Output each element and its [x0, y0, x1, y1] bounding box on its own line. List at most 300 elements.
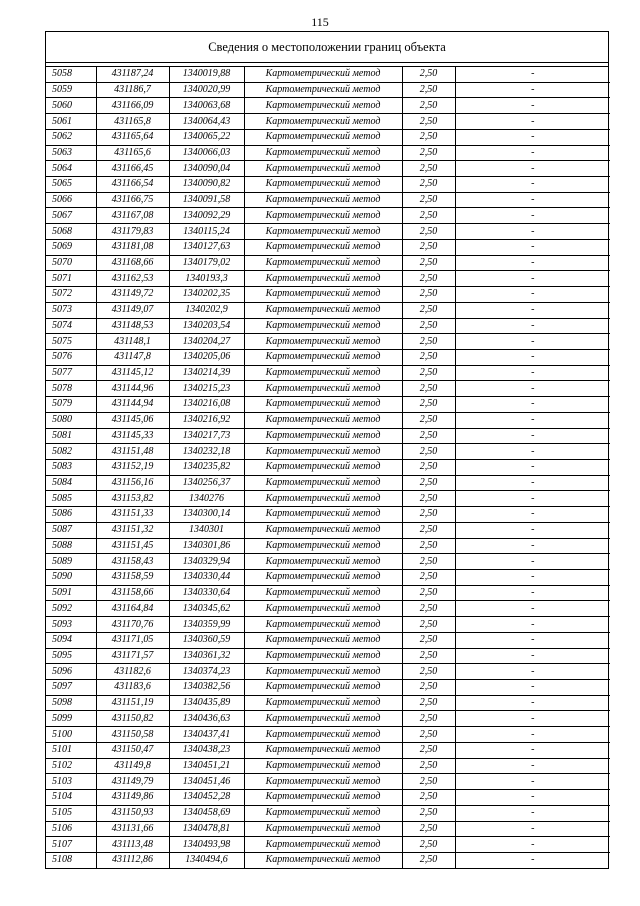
method-cell: Картометрический метод	[244, 412, 402, 428]
x-coordinate-cell: 431131,66	[96, 821, 169, 837]
y-coordinate-cell: 1340452,28	[169, 790, 244, 806]
method-cell: Картометрический метод	[244, 397, 402, 413]
table-row	[46, 67, 610, 82]
description-cell: -	[455, 271, 610, 287]
y-coordinate-cell: 1340493,98	[169, 837, 244, 853]
method-cell: Картометрический метод	[244, 224, 402, 240]
description-cell: -	[455, 365, 610, 381]
point-number-cell: 5084	[46, 475, 96, 491]
precision-cell: 2,50	[402, 648, 455, 664]
method-cell: Картометрический метод	[244, 459, 402, 475]
y-coordinate-cell: 1340435,89	[169, 695, 244, 711]
precision-cell: 2,50	[402, 145, 455, 161]
y-coordinate-cell: 1340451,46	[169, 774, 244, 790]
y-coordinate-cell: 1340330,44	[169, 570, 244, 586]
x-coordinate-cell: 431148,53	[96, 318, 169, 334]
y-coordinate-cell: 1340359,99	[169, 617, 244, 633]
y-coordinate-cell: 1340216,92	[169, 412, 244, 428]
precision-cell: 2,50	[402, 852, 455, 867]
precision-cell: 2,50	[402, 161, 455, 177]
y-coordinate-cell: 1340204,27	[169, 334, 244, 350]
x-coordinate-cell: 431113,48	[96, 837, 169, 853]
method-cell: Картометрический метод	[244, 805, 402, 821]
table-row	[46, 98, 610, 114]
point-number-cell: 5071	[46, 271, 96, 287]
description-cell: -	[455, 114, 610, 130]
description-cell: -	[455, 585, 610, 601]
y-coordinate-cell: 1340437,41	[169, 727, 244, 743]
table-row	[46, 648, 610, 664]
method-cell: Картометрический метод	[244, 491, 402, 507]
point-number-cell: 5081	[46, 428, 96, 444]
description-cell: -	[455, 790, 610, 806]
method-cell: Картометрический метод	[244, 695, 402, 711]
precision-cell: 2,50	[402, 129, 455, 145]
x-coordinate-cell: 431165,6	[96, 145, 169, 161]
description-cell: -	[455, 711, 610, 727]
description-cell: -	[455, 554, 610, 570]
y-coordinate-cell: 1340478,81	[169, 821, 244, 837]
x-coordinate-cell: 431158,66	[96, 585, 169, 601]
precision-cell: 2,50	[402, 192, 455, 208]
y-coordinate-cell: 1340360,59	[169, 632, 244, 648]
description-cell: -	[455, 428, 610, 444]
method-cell: Картометрический метод	[244, 758, 402, 774]
point-number-cell: 5099	[46, 711, 96, 727]
precision-cell: 2,50	[402, 302, 455, 318]
x-coordinate-cell: 431150,58	[96, 727, 169, 743]
precision-cell: 2,50	[402, 271, 455, 287]
point-number-cell: 5068	[46, 224, 96, 240]
point-number-cell: 5073	[46, 302, 96, 318]
precision-cell: 2,50	[402, 664, 455, 680]
y-coordinate-cell: 1340300,14	[169, 507, 244, 523]
description-cell: -	[455, 349, 610, 365]
x-coordinate-cell: 431158,43	[96, 554, 169, 570]
method-cell: Картометрический метод	[244, 365, 402, 381]
table-row	[46, 522, 610, 538]
table-row	[46, 381, 610, 397]
precision-cell: 2,50	[402, 255, 455, 271]
y-coordinate-cell: 1340063,68	[169, 98, 244, 114]
precision-cell: 2,50	[402, 491, 455, 507]
description-cell: -	[455, 617, 610, 633]
table-row	[46, 82, 610, 98]
coordinates-table	[46, 67, 610, 868]
y-coordinate-cell: 1340066,03	[169, 145, 244, 161]
x-coordinate-cell: 431145,33	[96, 428, 169, 444]
table-row	[46, 695, 610, 711]
x-coordinate-cell: 431147,8	[96, 349, 169, 365]
method-cell: Картометрический метод	[244, 67, 402, 82]
table-row	[46, 114, 610, 130]
table-row	[46, 318, 610, 334]
description-cell: -	[455, 161, 610, 177]
table-row	[46, 349, 610, 365]
method-cell: Картометрический метод	[244, 680, 402, 696]
precision-cell: 2,50	[402, 821, 455, 837]
y-coordinate-cell: 1340216,08	[169, 397, 244, 413]
y-coordinate-cell: 1340205,06	[169, 349, 244, 365]
point-number-cell: 5061	[46, 114, 96, 130]
y-coordinate-cell: 1340232,18	[169, 444, 244, 460]
precision-cell: 2,50	[402, 538, 455, 554]
table-row	[46, 428, 610, 444]
precision-cell: 2,50	[402, 365, 455, 381]
precision-cell: 2,50	[402, 632, 455, 648]
x-coordinate-cell: 431144,96	[96, 381, 169, 397]
table-row	[46, 821, 610, 837]
y-coordinate-cell: 1340458,69	[169, 805, 244, 821]
point-number-cell: 5097	[46, 680, 96, 696]
description-cell: -	[455, 224, 610, 240]
table-row	[46, 491, 610, 507]
point-number-cell: 5108	[46, 852, 96, 867]
table-row	[46, 255, 610, 271]
method-cell: Картометрический метод	[244, 507, 402, 523]
table-row	[46, 129, 610, 145]
x-coordinate-cell: 431171,05	[96, 632, 169, 648]
table-row	[46, 742, 610, 758]
method-cell: Картометрический метод	[244, 255, 402, 271]
description-cell: -	[455, 98, 610, 114]
table-row	[46, 727, 610, 743]
x-coordinate-cell: 431166,45	[96, 161, 169, 177]
point-number-cell: 5104	[46, 790, 96, 806]
point-number-cell: 5067	[46, 208, 96, 224]
point-number-cell: 5064	[46, 161, 96, 177]
table-row	[46, 271, 610, 287]
precision-cell: 2,50	[402, 208, 455, 224]
x-coordinate-cell: 431149,79	[96, 774, 169, 790]
description-cell: -	[455, 129, 610, 145]
method-cell: Картометрический метод	[244, 522, 402, 538]
y-coordinate-cell: 1340202,35	[169, 287, 244, 303]
x-coordinate-cell: 431186,7	[96, 82, 169, 98]
x-coordinate-cell: 431165,64	[96, 129, 169, 145]
y-coordinate-cell: 1340090,82	[169, 177, 244, 193]
table-row	[46, 239, 610, 255]
method-cell: Картометрический метод	[244, 114, 402, 130]
precision-cell: 2,50	[402, 349, 455, 365]
table-row	[46, 617, 610, 633]
x-coordinate-cell: 431149,72	[96, 287, 169, 303]
table-row	[46, 507, 610, 523]
precision-cell: 2,50	[402, 805, 455, 821]
x-coordinate-cell: 431151,19	[96, 695, 169, 711]
point-number-cell: 5069	[46, 239, 96, 255]
precision-cell: 2,50	[402, 397, 455, 413]
method-cell: Картометрический метод	[244, 208, 402, 224]
precision-cell: 2,50	[402, 177, 455, 193]
precision-cell: 2,50	[402, 570, 455, 586]
description-cell: -	[455, 601, 610, 617]
method-cell: Картометрический метод	[244, 349, 402, 365]
x-coordinate-cell: 431150,47	[96, 742, 169, 758]
method-cell: Картометрический метод	[244, 617, 402, 633]
y-coordinate-cell: 1340301,86	[169, 538, 244, 554]
point-number-cell: 5079	[46, 397, 96, 413]
x-coordinate-cell: 431166,75	[96, 192, 169, 208]
method-cell: Картометрический метод	[244, 239, 402, 255]
x-coordinate-cell: 431182,6	[96, 664, 169, 680]
description-cell: -	[455, 821, 610, 837]
point-number-cell: 5072	[46, 287, 96, 303]
y-coordinate-cell: 1340020,99	[169, 82, 244, 98]
point-number-cell: 5102	[46, 758, 96, 774]
x-coordinate-cell: 431145,06	[96, 412, 169, 428]
table-row	[46, 664, 610, 680]
point-number-cell: 5065	[46, 177, 96, 193]
description-cell: -	[455, 695, 610, 711]
description-cell: -	[455, 318, 610, 334]
method-cell: Картометрический метод	[244, 664, 402, 680]
description-cell: -	[455, 444, 610, 460]
x-coordinate-cell: 431153,82	[96, 491, 169, 507]
x-coordinate-cell: 431149,8	[96, 758, 169, 774]
x-coordinate-cell: 431170,76	[96, 617, 169, 633]
x-coordinate-cell: 431179,83	[96, 224, 169, 240]
point-number-cell: 5087	[46, 522, 96, 538]
point-number-cell: 5093	[46, 617, 96, 633]
precision-cell: 2,50	[402, 758, 455, 774]
precision-cell: 2,50	[402, 727, 455, 743]
method-cell: Картометрический метод	[244, 318, 402, 334]
x-coordinate-cell: 431166,09	[96, 98, 169, 114]
description-cell: -	[455, 680, 610, 696]
y-coordinate-cell: 1340092,29	[169, 208, 244, 224]
y-coordinate-cell: 1340436,63	[169, 711, 244, 727]
point-number-cell: 5105	[46, 805, 96, 821]
x-coordinate-cell: 431145,12	[96, 365, 169, 381]
method-cell: Картометрический метод	[244, 538, 402, 554]
method-cell: Картометрический метод	[244, 821, 402, 837]
x-coordinate-cell: 431149,07	[96, 302, 169, 318]
description-cell: -	[455, 522, 610, 538]
point-number-cell: 5090	[46, 570, 96, 586]
precision-cell: 2,50	[402, 98, 455, 114]
description-cell: -	[455, 192, 610, 208]
table-row	[46, 837, 610, 853]
description-cell: -	[455, 774, 610, 790]
precision-cell: 2,50	[402, 475, 455, 491]
method-cell: Картометрический метод	[244, 475, 402, 491]
method-cell: Картометрический метод	[244, 711, 402, 727]
method-cell: Картометрический метод	[244, 648, 402, 664]
point-number-cell: 5085	[46, 491, 96, 507]
table-row	[46, 774, 610, 790]
table-row	[46, 444, 610, 460]
point-number-cell: 5089	[46, 554, 96, 570]
method-cell: Картометрический метод	[244, 570, 402, 586]
x-coordinate-cell: 431166,54	[96, 177, 169, 193]
precision-cell: 2,50	[402, 742, 455, 758]
table-row	[46, 790, 610, 806]
table-row	[46, 538, 610, 554]
table-row	[46, 177, 610, 193]
x-coordinate-cell: 431112,86	[96, 852, 169, 867]
description-cell: -	[455, 255, 610, 271]
precision-cell: 2,50	[402, 774, 455, 790]
x-coordinate-cell: 431181,08	[96, 239, 169, 255]
precision-cell: 2,50	[402, 554, 455, 570]
method-cell: Картометрический метод	[244, 381, 402, 397]
description-cell: -	[455, 287, 610, 303]
table-row	[46, 145, 610, 161]
precision-cell: 2,50	[402, 711, 455, 727]
description-cell: -	[455, 397, 610, 413]
precision-cell: 2,50	[402, 695, 455, 711]
point-number-cell: 5101	[46, 742, 96, 758]
x-coordinate-cell: 431156,16	[96, 475, 169, 491]
description-cell: -	[455, 805, 610, 821]
table-row	[46, 711, 610, 727]
description-cell: -	[455, 302, 610, 318]
description-cell: -	[455, 837, 610, 853]
y-coordinate-cell: 1340179,02	[169, 255, 244, 271]
precision-cell: 2,50	[402, 601, 455, 617]
precision-cell: 2,50	[402, 837, 455, 853]
x-coordinate-cell: 431151,33	[96, 507, 169, 523]
method-cell: Картометрический метод	[244, 774, 402, 790]
point-number-cell: 5091	[46, 585, 96, 601]
description-cell: -	[455, 491, 610, 507]
method-cell: Картометрический метод	[244, 428, 402, 444]
precision-cell: 2,50	[402, 318, 455, 334]
y-coordinate-cell: 1340193,3	[169, 271, 244, 287]
y-coordinate-cell: 1340090,04	[169, 161, 244, 177]
table-row	[46, 475, 610, 491]
description-cell: -	[455, 648, 610, 664]
precision-cell: 2,50	[402, 444, 455, 460]
point-number-cell: 5086	[46, 507, 96, 523]
y-coordinate-cell: 1340329,94	[169, 554, 244, 570]
point-number-cell: 5088	[46, 538, 96, 554]
x-coordinate-cell: 431148,1	[96, 334, 169, 350]
precision-cell: 2,50	[402, 507, 455, 523]
table-row	[46, 208, 610, 224]
table-row	[46, 852, 610, 867]
coordinates-table-body	[46, 67, 610, 868]
y-coordinate-cell: 1340064,43	[169, 114, 244, 130]
y-coordinate-cell: 1340215,23	[169, 381, 244, 397]
table-row	[46, 758, 610, 774]
method-cell: Картометрический метод	[244, 161, 402, 177]
y-coordinate-cell: 1340438,23	[169, 742, 244, 758]
description-cell: -	[455, 412, 610, 428]
x-coordinate-cell: 431165,8	[96, 114, 169, 130]
precision-cell: 2,50	[402, 239, 455, 255]
precision-cell: 2,50	[402, 334, 455, 350]
y-coordinate-cell: 1340217,73	[169, 428, 244, 444]
y-coordinate-cell: 1340091,58	[169, 192, 244, 208]
y-coordinate-cell: 1340345,62	[169, 601, 244, 617]
x-coordinate-cell: 431150,93	[96, 805, 169, 821]
table-title: Сведения о местоположении границ объекта	[46, 32, 608, 63]
table-row	[46, 680, 610, 696]
point-number-cell: 5076	[46, 349, 96, 365]
description-cell: -	[455, 727, 610, 743]
x-coordinate-cell: 431168,66	[96, 255, 169, 271]
point-number-cell: 5078	[46, 381, 96, 397]
table-row	[46, 412, 610, 428]
x-coordinate-cell: 431151,48	[96, 444, 169, 460]
x-coordinate-cell: 431167,08	[96, 208, 169, 224]
description-cell: -	[455, 475, 610, 491]
table-row	[46, 632, 610, 648]
x-coordinate-cell: 431149,86	[96, 790, 169, 806]
point-number-cell: 5060	[46, 98, 96, 114]
description-cell: -	[455, 208, 610, 224]
x-coordinate-cell: 431187,24	[96, 67, 169, 82]
point-number-cell: 5074	[46, 318, 96, 334]
precision-cell: 2,50	[402, 224, 455, 240]
method-cell: Картометрический метод	[244, 727, 402, 743]
x-coordinate-cell: 431150,82	[96, 711, 169, 727]
page-number: 115	[311, 15, 329, 29]
y-coordinate-cell: 1340494,6	[169, 852, 244, 867]
description-cell: -	[455, 82, 610, 98]
x-coordinate-cell: 431151,32	[96, 522, 169, 538]
table-row	[46, 805, 610, 821]
x-coordinate-cell: 431151,45	[96, 538, 169, 554]
point-number-cell: 5066	[46, 192, 96, 208]
precision-cell: 2,50	[402, 459, 455, 475]
method-cell: Картометрический метод	[244, 632, 402, 648]
y-coordinate-cell: 1340235,82	[169, 459, 244, 475]
description-cell: -	[455, 459, 610, 475]
table-row	[46, 601, 610, 617]
y-coordinate-cell: 1340374,23	[169, 664, 244, 680]
y-coordinate-cell: 1340203,54	[169, 318, 244, 334]
precision-cell: 2,50	[402, 680, 455, 696]
table-row	[46, 334, 610, 350]
precision-cell: 2,50	[402, 428, 455, 444]
x-coordinate-cell: 431171,57	[96, 648, 169, 664]
description-cell: -	[455, 664, 610, 680]
precision-cell: 2,50	[402, 82, 455, 98]
point-number-cell: 5092	[46, 601, 96, 617]
y-coordinate-cell: 1340019,88	[169, 67, 244, 82]
method-cell: Картометрический метод	[244, 302, 402, 318]
method-cell: Картометрический метод	[244, 98, 402, 114]
x-coordinate-cell: 431162,53	[96, 271, 169, 287]
precision-cell: 2,50	[402, 114, 455, 130]
table-row	[46, 224, 610, 240]
y-coordinate-cell: 1340301	[169, 522, 244, 538]
point-number-cell: 5062	[46, 129, 96, 145]
table-row	[46, 161, 610, 177]
description-cell: -	[455, 570, 610, 586]
boundary-table-sheet	[45, 31, 609, 869]
point-number-cell: 5080	[46, 412, 96, 428]
point-number-cell: 5098	[46, 695, 96, 711]
point-number-cell: 5082	[46, 444, 96, 460]
table-row	[46, 570, 610, 586]
table-row	[46, 365, 610, 381]
method-cell: Картометрический метод	[244, 82, 402, 98]
table-row	[46, 192, 610, 208]
y-coordinate-cell: 1340115,24	[169, 224, 244, 240]
point-number-cell: 5096	[46, 664, 96, 680]
precision-cell: 2,50	[402, 412, 455, 428]
precision-cell: 2,50	[402, 522, 455, 538]
y-coordinate-cell: 1340127,63	[169, 239, 244, 255]
description-cell: -	[455, 145, 610, 161]
method-cell: Картометрический метод	[244, 271, 402, 287]
y-coordinate-cell: 1340361,32	[169, 648, 244, 664]
point-number-cell: 5070	[46, 255, 96, 271]
